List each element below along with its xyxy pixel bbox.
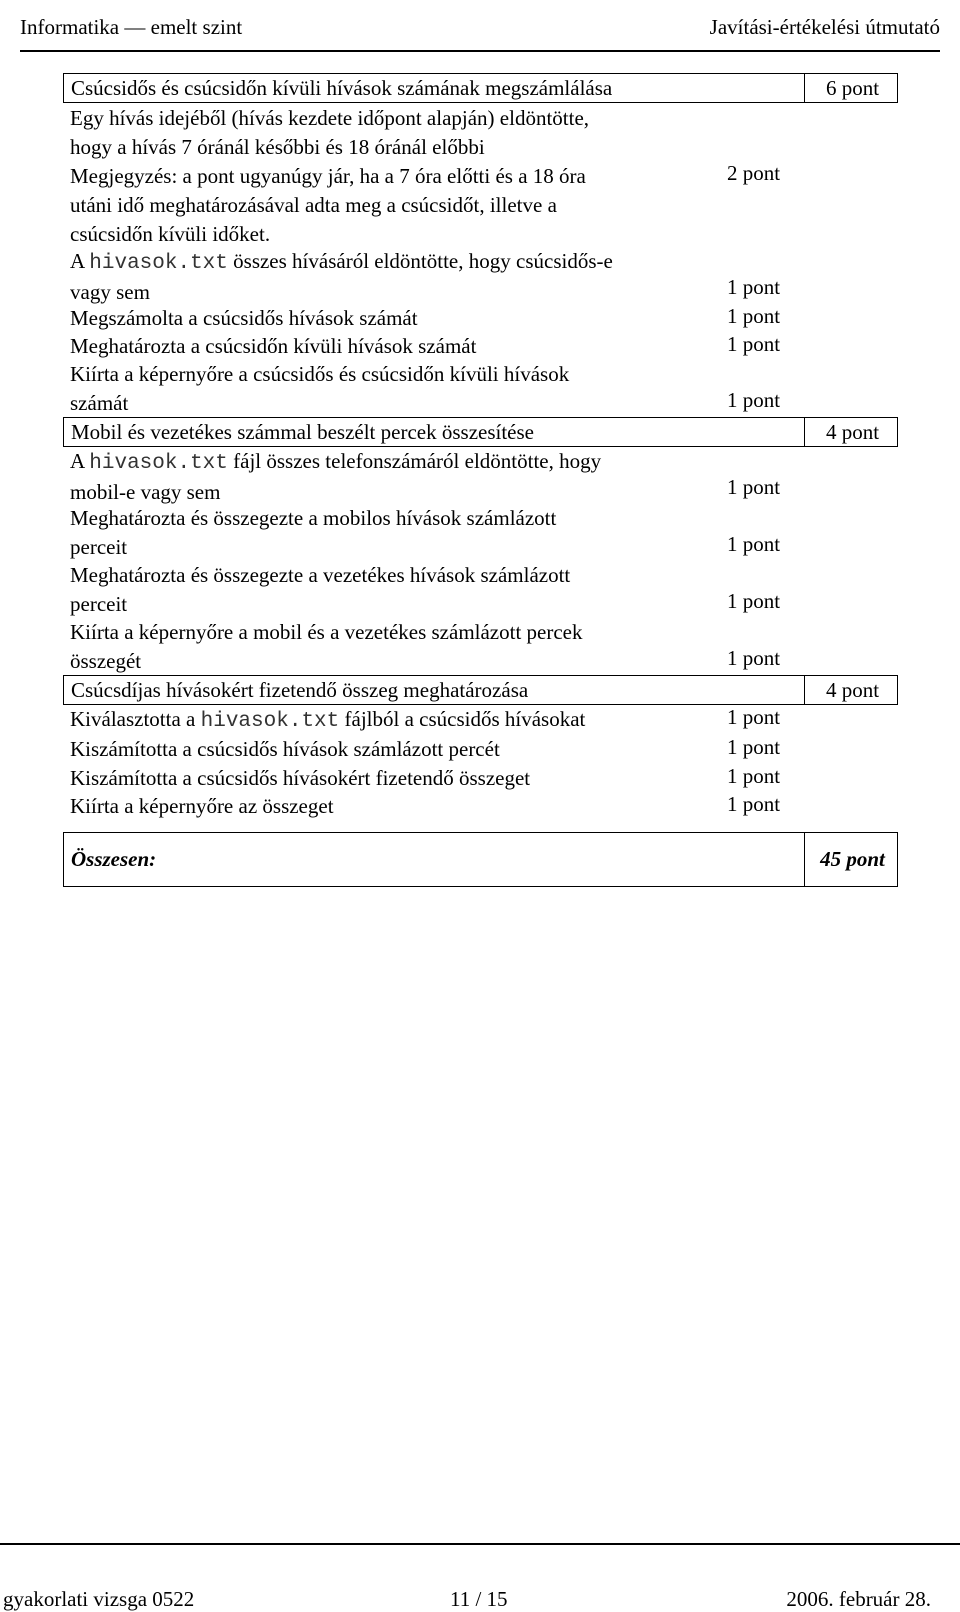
criterion-points: 1 pont bbox=[727, 304, 781, 328]
filename-code: hivasok.txt bbox=[200, 710, 340, 733]
criterion-text: Kiírta a képernyőre a csúcsidős és csúcsidőn kívüli hívások számát bbox=[70, 362, 570, 415]
criterion bbox=[63, 447, 898, 504]
total-points: 45 pont bbox=[804, 832, 900, 887]
section-title: Mobil és vezetékes számmal beszélt percek összesítése bbox=[71, 420, 534, 444]
criterion-points: 1 pont bbox=[727, 764, 781, 788]
criterion-points: 1 pont bbox=[727, 532, 781, 556]
criterion-points: 1 pont bbox=[727, 589, 781, 613]
criterion-text: Kiválasztotta a hivasok.txt fájlból a csúcsidős hívásokat bbox=[70, 707, 586, 733]
criterion bbox=[63, 705, 898, 735]
criterion bbox=[63, 792, 898, 832]
criterion-points: 1 pont bbox=[727, 475, 781, 499]
criterion-text: Kiszámította a csúcsidős hívások számlázott percét bbox=[70, 737, 500, 761]
criterion-text: A hivasok.txt fájl összes telefonszámáról eldöntötte, hogy mobil-e vagy sem bbox=[70, 449, 602, 504]
criterion bbox=[63, 764, 898, 792]
section-header bbox=[63, 417, 898, 447]
page-footer bbox=[0, 1543, 960, 1611]
criterion-points: 1 pont bbox=[727, 646, 781, 670]
total-label: Összesen: bbox=[71, 847, 157, 871]
scoring-table bbox=[63, 73, 898, 887]
criterion-text: Meghatározta és összegezte a vezetékes hívások számlázott perceit bbox=[70, 563, 571, 616]
total-row bbox=[63, 832, 898, 887]
criterion-text: Megszámolta a csúcsidős hívások számát bbox=[70, 306, 418, 330]
criterion bbox=[63, 360, 898, 417]
section-points: 4 pont bbox=[804, 675, 900, 705]
criterion-text: Meghatározta a csúcsidőn kívüli hívások számát bbox=[70, 334, 477, 358]
criterion bbox=[63, 561, 898, 618]
section-header bbox=[63, 73, 898, 103]
criterion-text: Kiszámította a csúcsidős hívásokért fizetendő összeget bbox=[70, 766, 531, 790]
criterion bbox=[63, 332, 898, 360]
criterion-points: 1 pont bbox=[727, 388, 781, 412]
criterion-points: 1 pont bbox=[727, 705, 781, 729]
section-header bbox=[63, 675, 898, 705]
header-subject: Informatika — emelt szint bbox=[20, 14, 243, 39]
criterion-points: 1 pont bbox=[727, 275, 781, 299]
footer-date: 2006. február 28. bbox=[786, 1587, 931, 1611]
page-header bbox=[20, 0, 940, 52]
filename-code: hivasok.txt bbox=[89, 452, 228, 475]
section-points: 4 pont bbox=[804, 417, 900, 447]
footer-exam-code: gyakorlati vizsga 0522 bbox=[3, 1587, 195, 1611]
criterion bbox=[63, 735, 898, 764]
filename-code: hivasok.txt bbox=[89, 252, 228, 275]
criterion-text: Egy hívás idejéből (hívás kezdete időpont alapján) eldöntötte, hogy a hívás 7 óránál későbbi és 18 óránál előbbi Megjegyzés: a pont ugyanúgy jár, ha a 7 óra előtti és a 18 óra utáni idő meghatározásával adta meg a csúcsidőt, illetve a csúcsidőn kívüli időket. bbox=[70, 106, 590, 246]
section-title: Csúcsidős és csúcsidőn kívüli hívások számának megszámlálása bbox=[71, 76, 613, 100]
criterion-text: Kiírta a képernyőre az összeget bbox=[70, 794, 334, 818]
criterion bbox=[63, 103, 898, 247]
section-points: 6 pont bbox=[804, 73, 900, 103]
criterion bbox=[63, 504, 898, 561]
criterion-text: Kiírta a képernyőre a mobil és a vezetékes számlázott percek összegét bbox=[70, 620, 583, 673]
criterion-points: 1 pont bbox=[727, 332, 781, 356]
criterion-text: A hivasok.txt összes hívásáról eldöntötte, hogy csúcsidős-e vagy sem bbox=[70, 249, 613, 304]
header-doc-title: Javítási-értékelési útmutató bbox=[709, 14, 940, 39]
footer-page-number: 11 / 15 bbox=[450, 1587, 508, 1611]
criterion-text: Meghatározta és összegezte a mobilos hívások számlázott perceit bbox=[70, 506, 557, 559]
criterion bbox=[63, 304, 898, 332]
criterion bbox=[63, 618, 898, 675]
criterion-points: 1 pont bbox=[727, 735, 781, 759]
criterion-points: 1 pont bbox=[727, 792, 781, 816]
criterion bbox=[63, 247, 898, 304]
criterion-points: 2 pont bbox=[727, 161, 781, 185]
section-title: Csúcsdíjas hívásokért fizetendő összeg meghatározása bbox=[71, 678, 529, 702]
